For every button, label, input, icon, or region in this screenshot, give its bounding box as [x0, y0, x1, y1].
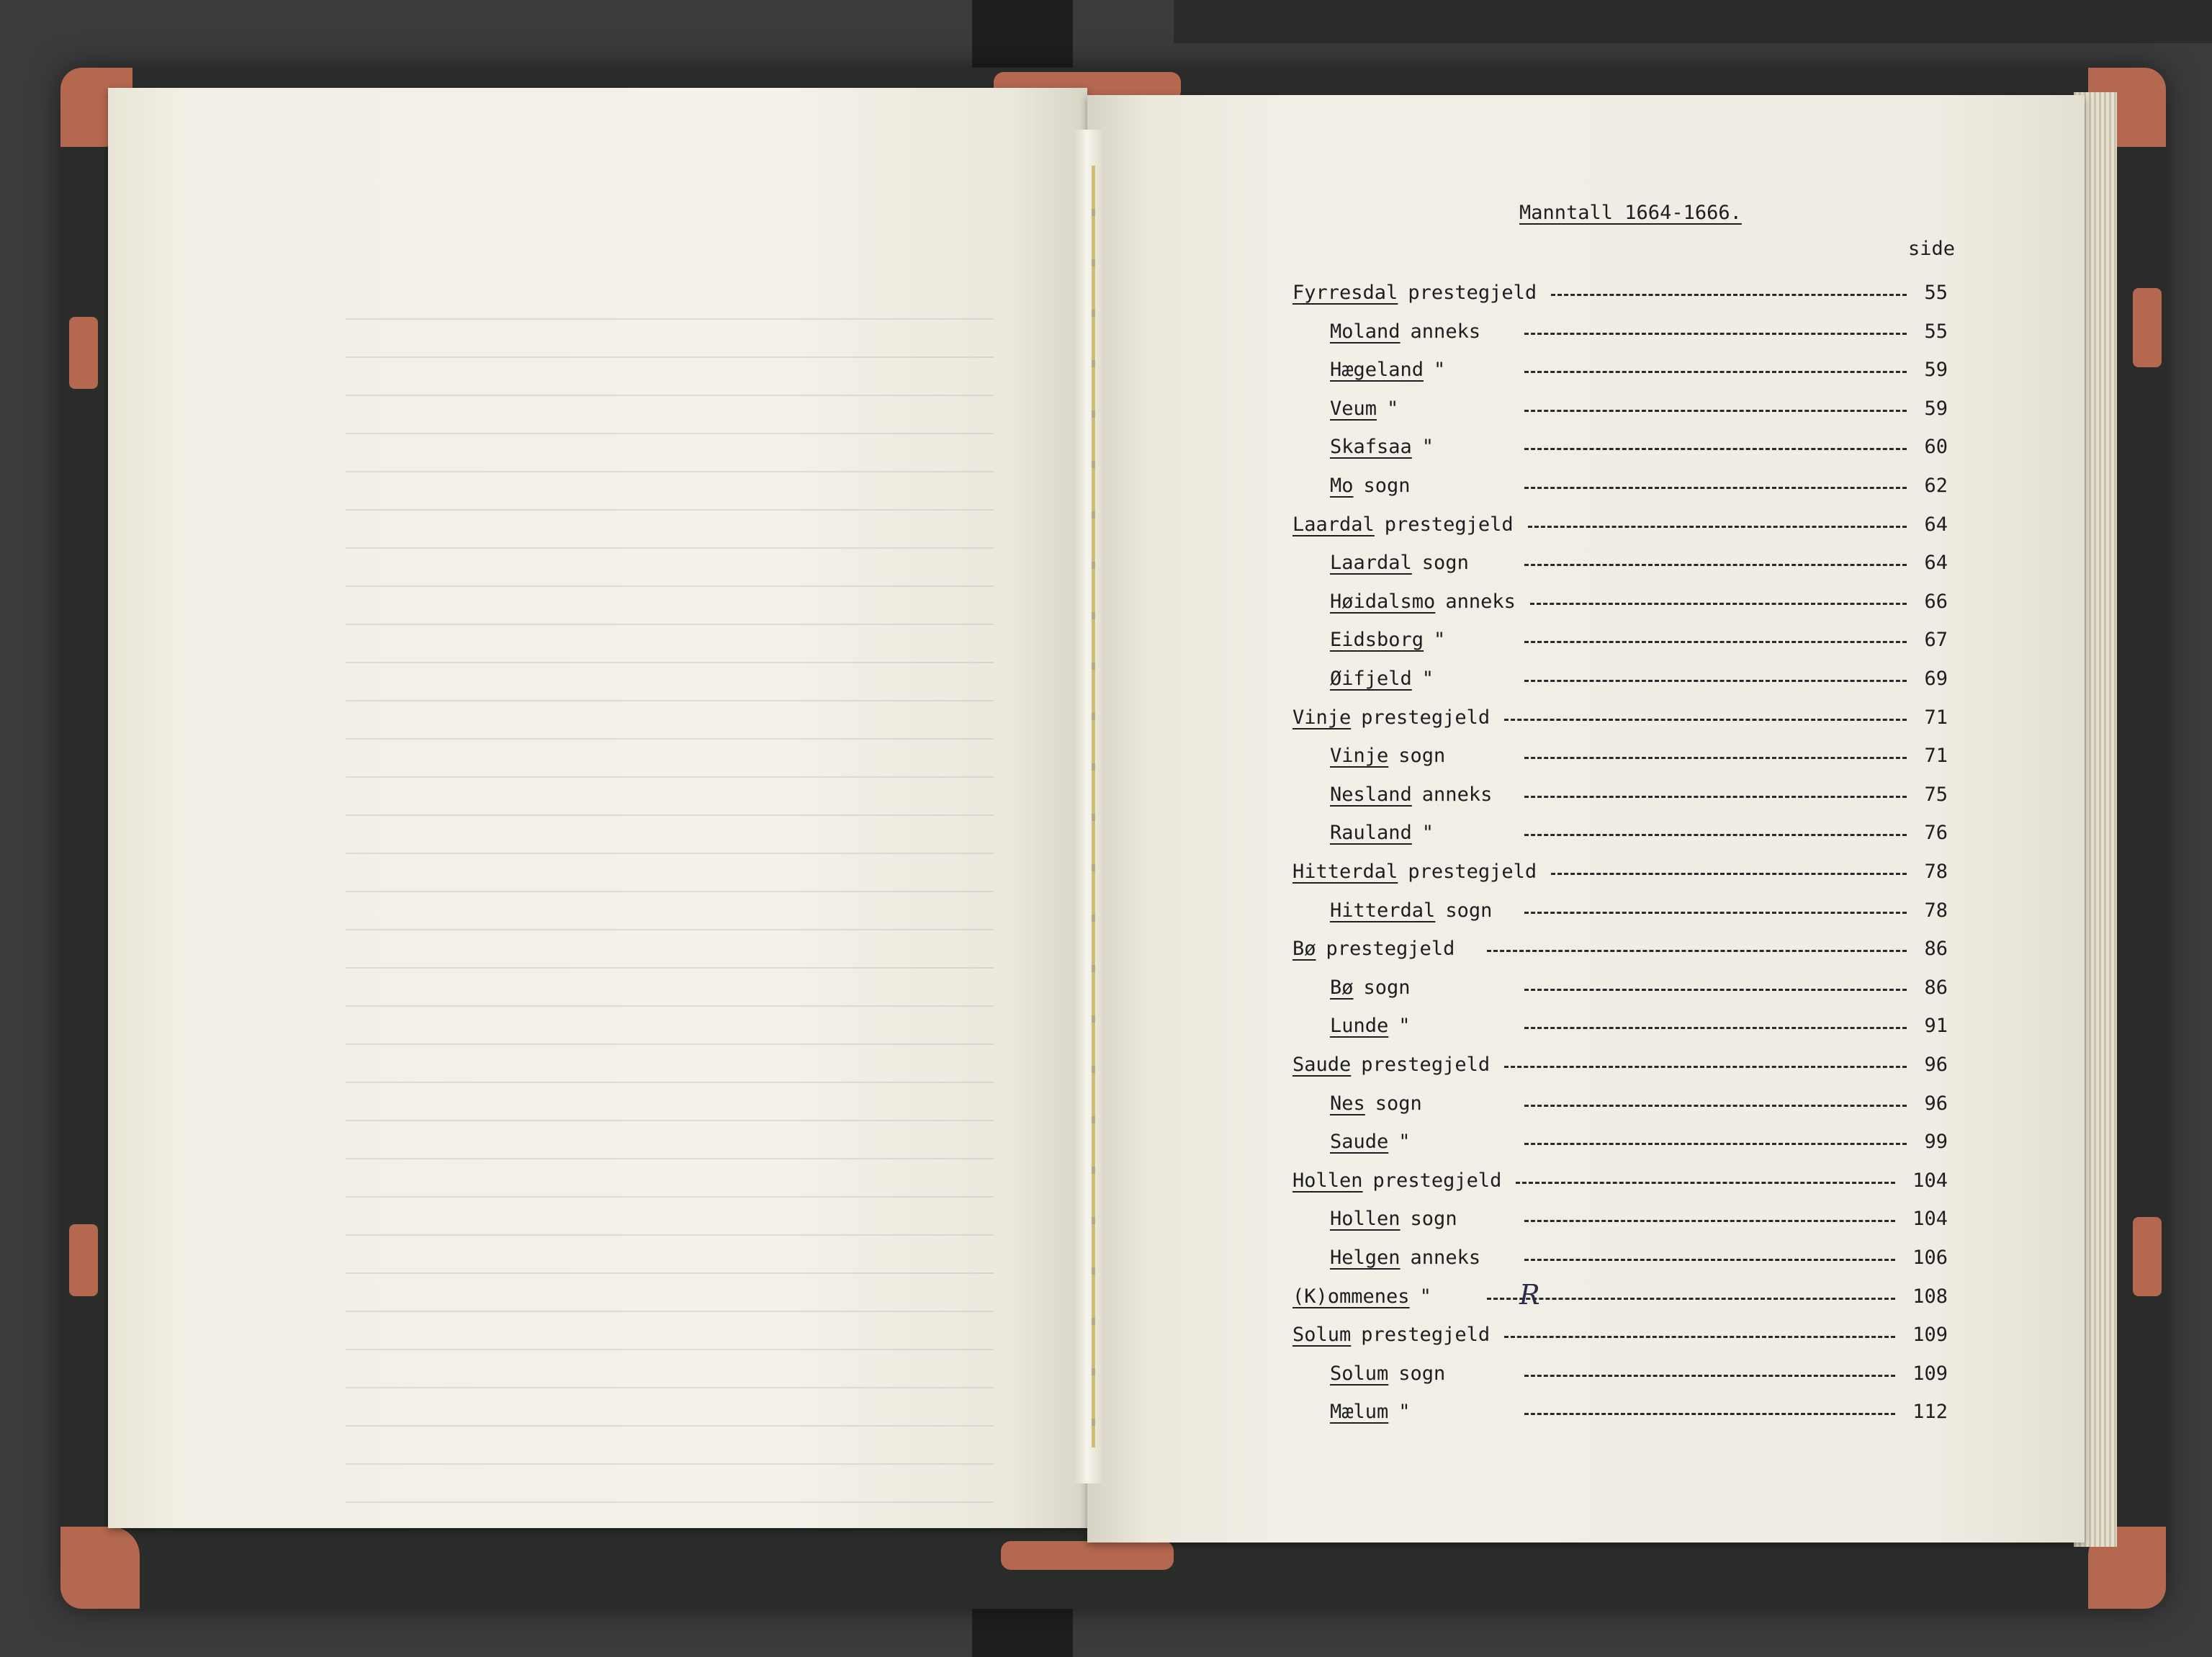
toc-entry — [1292, 857, 1948, 886]
toc-entry — [1330, 818, 1948, 847]
toc-entry — [1330, 471, 1948, 500]
toc-leader-line — [1524, 371, 1907, 373]
toc-entry — [1330, 780, 1948, 809]
toc-entry — [1330, 432, 1948, 461]
leather-edge-left-lower — [69, 1224, 98, 1296]
toc-leader-line — [1530, 603, 1907, 605]
book-gutter — [1073, 130, 1102, 1483]
toc-entry-name: Bø — [1292, 937, 1316, 960]
toc-leader-line — [1528, 526, 1907, 528]
toc-entry — [1292, 1282, 1948, 1311]
toc-page-number: 106 — [1912, 1246, 1948, 1269]
toc-page-number: 71 — [1924, 706, 1948, 729]
toc-leader-line — [1524, 912, 1907, 914]
toc-page-number: 59 — [1924, 397, 1948, 420]
toc-page-number: 69 — [1924, 667, 1948, 690]
toc-entry-name: Saude — [1330, 1130, 1389, 1153]
toc-entry-type: anneks — [1410, 320, 1481, 343]
toc-entry-type: sogn — [1375, 1092, 1422, 1115]
toc-entry — [1330, 664, 1948, 693]
toc-entry-name: Solum — [1292, 1323, 1352, 1346]
toc-entry — [1330, 1359, 1948, 1388]
toc-leader-line — [1524, 989, 1907, 991]
toc-entry — [1330, 1204, 1948, 1233]
leather-spine-bottom — [1001, 1541, 1174, 1570]
toc-entry — [1292, 703, 1948, 732]
toc-leader-line — [1551, 294, 1907, 296]
toc-entry-type: " — [1421, 821, 1434, 844]
toc-page-number: 66 — [1924, 590, 1948, 613]
toc-entry-type: " — [1419, 1285, 1431, 1308]
toc-page-number: 64 — [1924, 513, 1948, 536]
toc-page-number: 91 — [1924, 1014, 1948, 1037]
toc-entry-type: anneks — [1410, 1246, 1481, 1269]
toc-page-number: 86 — [1924, 976, 1948, 999]
toc-entry-type: sogn — [1398, 744, 1446, 767]
toc-entry-name: Eidsborg — [1330, 628, 1424, 651]
toc-entry-type: " — [1398, 1014, 1411, 1037]
toc-entry-name: Vinje — [1330, 744, 1389, 767]
toc-entry-name: Hægeland — [1330, 358, 1424, 381]
toc-leader-line — [1551, 873, 1907, 875]
toc-entry-name: Nes — [1330, 1092, 1365, 1115]
toc-leader-line — [1524, 641, 1907, 643]
toc-entry — [1330, 548, 1948, 577]
toc-entry — [1330, 625, 1948, 654]
toc-entry-name: Solum — [1330, 1362, 1389, 1385]
toc-page-number: 75 — [1924, 783, 1948, 806]
toc-page-number: 109 — [1912, 1362, 1948, 1385]
toc-page-number: 99 — [1924, 1130, 1948, 1153]
leather-corner-bottom-left — [60, 1527, 140, 1609]
toc-entry-name: Nesland — [1330, 783, 1412, 806]
toc-entry-name: Høidalsmo — [1330, 590, 1436, 613]
toc-entry-type: sogn — [1398, 1362, 1446, 1385]
left-page — [108, 88, 1087, 1528]
toc-entry — [1330, 1397, 1948, 1426]
leather-edge-right — [2133, 288, 2162, 367]
toc-leader-line — [1524, 757, 1907, 759]
toc-entry-type: sogn — [1363, 976, 1411, 999]
toc-entry-name: Fyrresdal — [1292, 281, 1398, 304]
toc-entry-type: prestegjeld — [1326, 937, 1455, 960]
toc-entry-name: Mo — [1330, 474, 1354, 497]
toc-entry — [1330, 1243, 1948, 1272]
toc-leader-line — [1504, 1336, 1895, 1338]
toc-leader-line — [1524, 1375, 1895, 1377]
toc-entry-name: Rauland — [1330, 821, 1412, 844]
toc-page-number: 78 — [1924, 860, 1948, 883]
toc-leader-line — [1524, 1105, 1907, 1107]
toc-entry-type: sogn — [1410, 1207, 1457, 1230]
toc-entry-type: prestegjeld — [1408, 281, 1537, 304]
toc-page-number: 109 — [1912, 1323, 1948, 1346]
toc-page-number: 96 — [1924, 1053, 1948, 1076]
toc-page-number: 86 — [1924, 937, 1948, 960]
toc-leader-line — [1487, 1298, 1895, 1300]
toc-leader-line — [1487, 950, 1907, 952]
toc-entry-type: " — [1398, 1130, 1411, 1153]
toc-page-number: 71 — [1924, 744, 1948, 767]
toc-leader-line — [1524, 410, 1907, 412]
bleed-through-text — [346, 289, 994, 1514]
toc-entry-name: Øifjeld — [1330, 667, 1412, 690]
toc-entry-type: sogn — [1445, 899, 1493, 922]
toc-entry — [1292, 934, 1948, 963]
toc-entry-name: Veum — [1330, 397, 1377, 420]
page-column-label: side — [1908, 238, 1956, 260]
toc-page-number: 62 — [1924, 474, 1948, 497]
toc-page-number: 76 — [1924, 821, 1948, 844]
toc-leader-line — [1524, 448, 1907, 450]
toc-entry-type: sogn — [1363, 474, 1411, 497]
toc-leader-line — [1524, 1413, 1895, 1415]
toc-leader-line — [1524, 1259, 1895, 1261]
toc-entry-name: Vinje — [1292, 706, 1352, 729]
toc-entry — [1292, 1050, 1948, 1079]
toc-entry — [1330, 1127, 1948, 1156]
toc-leader-line — [1504, 1066, 1907, 1068]
leather-edge-left — [69, 317, 98, 389]
toc-page-number: 55 — [1924, 281, 1948, 304]
backdrop-strip-right — [1174, 0, 2212, 43]
toc-entry-name: Saude — [1292, 1053, 1352, 1076]
toc-entry-type: " — [1398, 1400, 1411, 1423]
toc-entry — [1330, 587, 1948, 616]
toc-entry — [1292, 510, 1948, 539]
toc-entry — [1330, 317, 1948, 346]
toc-entry-name: Helgen — [1330, 1246, 1401, 1269]
toc-entry-type: prestegjeld — [1361, 706, 1491, 729]
toc-entry-type: prestegjeld — [1361, 1053, 1491, 1076]
toc-entry-type: prestegjeld — [1408, 860, 1537, 883]
toc-page-number: 108 — [1912, 1285, 1948, 1308]
toc-entry-type: prestegjeld — [1384, 513, 1514, 536]
toc-leader-line — [1524, 333, 1907, 335]
toc-entry-name: Hitterdal — [1330, 899, 1436, 922]
toc-entry — [1330, 741, 1948, 770]
toc-entry — [1292, 1166, 1948, 1195]
toc-leader-line — [1524, 1143, 1907, 1145]
toc-entry — [1330, 1089, 1948, 1118]
toc-page-number: 96 — [1924, 1092, 1948, 1115]
toc-leader-line — [1524, 834, 1907, 836]
toc-entry-name: Hollen — [1292, 1169, 1363, 1192]
toc-page-number: 104 — [1912, 1207, 1948, 1230]
toc-entry-type: anneks — [1445, 590, 1516, 613]
toc-entry-name: Hollen — [1330, 1207, 1401, 1230]
toc-leader-line — [1524, 564, 1907, 566]
toc-page-number: 112 — [1912, 1400, 1948, 1423]
toc-page-number: 60 — [1924, 435, 1948, 458]
toc-leader-line — [1524, 680, 1907, 682]
toc-entry-name: Bø — [1330, 976, 1354, 999]
toc-entry-name: Laardal — [1292, 513, 1375, 536]
toc-entry-name: Moland — [1330, 320, 1401, 343]
toc-entry-name: (K)ommenes — [1292, 1285, 1410, 1308]
toc-page-number: 59 — [1924, 358, 1948, 381]
toc-entry-type: prestegjeld — [1372, 1169, 1502, 1192]
toc-leader-line — [1524, 1027, 1907, 1029]
toc-entry — [1330, 394, 1948, 423]
toc-entry-type: " — [1434, 628, 1446, 651]
toc-leader-line — [1524, 1220, 1895, 1222]
toc-leader-line — [1504, 719, 1907, 721]
toc-page-number: 64 — [1924, 551, 1948, 574]
toc-entry-type: " — [1387, 397, 1399, 420]
toc-entry-name: Skafsaa — [1330, 435, 1412, 458]
toc-entry — [1330, 1011, 1948, 1040]
toc-leader-line — [1516, 1182, 1895, 1184]
page-title: Manntall 1664-1666. — [1519, 202, 1742, 224]
toc-entry — [1330, 355, 1948, 384]
toc-entry — [1330, 973, 1948, 1002]
toc-page-number: 104 — [1912, 1169, 1948, 1192]
toc-entry-type: sogn — [1421, 551, 1469, 574]
toc-entry-name: Mælum — [1330, 1400, 1389, 1423]
toc-leader-line — [1524, 796, 1907, 798]
toc-page-number: 55 — [1924, 320, 1948, 343]
toc-entry — [1292, 1320, 1948, 1349]
toc-entry-type: anneks — [1421, 783, 1493, 806]
handwritten-margin-note: R — [1519, 1279, 1540, 1311]
toc-entry-type: " — [1421, 435, 1434, 458]
toc-entry — [1292, 278, 1948, 307]
toc-entry-name: Lunde — [1330, 1014, 1389, 1037]
toc-entry-name: Laardal — [1330, 551, 1412, 574]
toc-page-number: 78 — [1924, 899, 1948, 922]
toc-entry-type: prestegjeld — [1361, 1323, 1491, 1346]
toc-entry — [1330, 896, 1948, 925]
toc-page-number: 67 — [1924, 628, 1948, 651]
toc-entry-name: Hitterdal — [1292, 860, 1398, 883]
leather-edge-right-lower — [2133, 1217, 2162, 1296]
toc-entry-type: " — [1421, 667, 1434, 690]
binding-thread — [1092, 166, 1095, 1447]
toc-leader-line — [1524, 487, 1907, 489]
toc-entry-type: " — [1434, 358, 1446, 381]
